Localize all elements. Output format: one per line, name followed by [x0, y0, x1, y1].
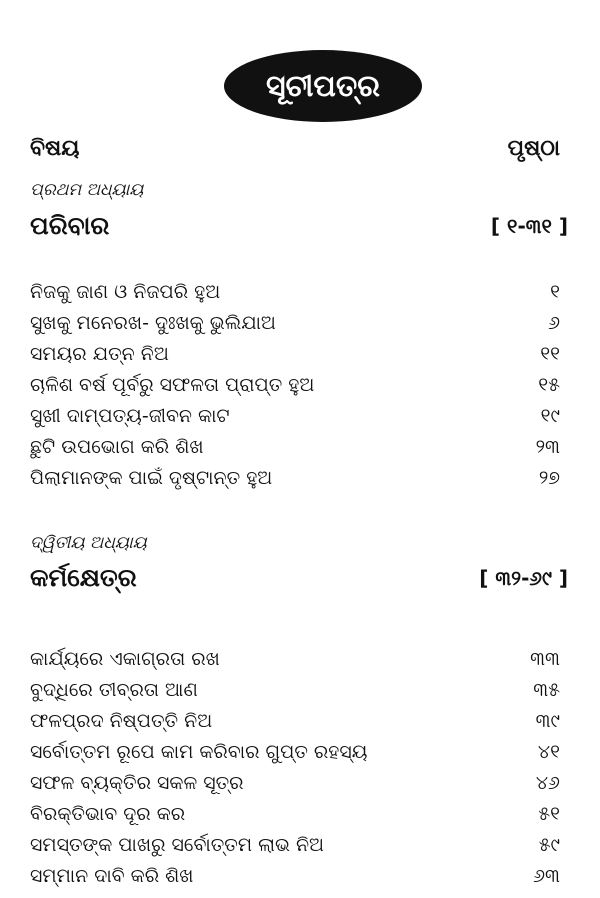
toc-entry-title: ବୁଦ୍ଧିରେ ତୀବ୍ରତା ଆଣ	[30, 679, 198, 701]
toc-entry[interactable]	[0, 343, 600, 373]
toc-entry[interactable]	[0, 772, 600, 802]
header-row	[0, 136, 600, 166]
toc-entry-title: ବିରକ୍ତିଭାବ ଦୂର କର	[30, 803, 186, 825]
toc-entry-page: ୨୩	[535, 436, 560, 458]
chapter-1-page-range: [ ୧-୩୧ ]	[490, 214, 568, 238]
toc-entry-page: ୪୧	[537, 741, 560, 763]
page-title-oval	[224, 50, 422, 122]
page-header: ପୃଷ୍ଠା	[507, 136, 560, 161]
toc-entry-title: ଚାଳିଶ ବର୍ଷ ପୂର୍ବରୁ ସଫଳତା ପ୍ରାପ୍ତ ହୁଅ	[30, 374, 315, 396]
toc-entry-page: ୨୭	[538, 467, 560, 489]
toc-entry-page: ୩୯	[535, 710, 560, 732]
chapter-2-label: ଦ୍ୱିତୀୟ ଅଧ୍ୟାୟ	[30, 533, 147, 553]
chapter-2-page-range: [ ୩୨-୬୯ ]	[479, 566, 568, 590]
toc-entry[interactable]	[0, 405, 600, 435]
page-title: ସୂଚୀପତ୍ର	[266, 68, 380, 104]
toc-entry-title: ସଫଳ ବ୍ୟକ୍ତିର ସକଳ ସୂତ୍ର	[30, 772, 244, 794]
toc-entry-page: ୧୫	[538, 374, 560, 396]
toc-entry[interactable]	[0, 679, 600, 709]
toc-entry-title: ସମ୍ମାନ ଦାବି କରି ଶିଖ	[30, 865, 194, 887]
toc-entry-page: ୬	[548, 312, 560, 334]
toc-entry[interactable]	[0, 834, 600, 864]
toc-entry-title: ଫଳପ୍ରଦ ନିଷ୍ପତ୍ତି ନିଅ	[30, 710, 213, 732]
chapter-1-label: ପ୍ରଥମ ଅଧ୍ୟାୟ	[30, 180, 144, 200]
toc-entry-title: ସୁଖୀ ଦାମ୍ପତ୍ୟ-ଜୀବନ କାଟ	[30, 405, 230, 427]
toc-entry[interactable]	[0, 865, 600, 895]
toc-entry-title: ସୁଖକୁ ମନେରଖ- ଦୁଃଖକୁ ଭୁଲିଯାଅ	[30, 312, 276, 334]
toc-entry-page: ୫୧	[538, 803, 560, 825]
toc-entry-title: ପିଲାମାନଙ୍କ ପାଇଁ ଦୃଷ୍ଟାନ୍ତ ହୁଅ	[30, 467, 273, 489]
toc-entry[interactable]	[0, 436, 600, 466]
chapter-2-title: କର୍ମକ୍ଷେତ୍ର	[30, 563, 137, 592]
toc-entry-page: ୫୯	[538, 834, 560, 856]
toc-entry-page: ୩୩	[530, 648, 560, 670]
toc-entry-page: ୬୩	[533, 865, 560, 887]
chapter-1-title: ପରିବାର	[30, 211, 110, 240]
toc-entry-page: ୧୧	[540, 343, 560, 365]
toc-entry-title: ସମୟର ଯତ୍ନ ନିଅ	[30, 343, 169, 365]
toc-entry-page: ୩୫	[533, 679, 560, 701]
subject-header: ବିଷୟ	[30, 136, 80, 161]
toc-entry[interactable]	[0, 312, 600, 342]
toc-entry[interactable]	[0, 710, 600, 740]
toc-entry[interactable]	[0, 374, 600, 404]
toc-entry[interactable]	[0, 803, 600, 833]
toc-entry-title: ଛୁଟି ଉପଭୋଗ କରି ଶିଖ	[30, 436, 204, 458]
toc-entry[interactable]	[0, 648, 600, 678]
toc-entry-page: ୪୬	[535, 772, 560, 794]
toc-entry-title: ସମସ୍ତଙ୍କ ପାଖରୁ ସର୍ବୋତ୍ତମ ଲାଭ ନିଅ	[30, 834, 325, 856]
toc-entry-page: ୧	[550, 281, 560, 303]
toc-entry-title: ନିଜକୁ ଜାଣ ଓ ନିଜପରି ହୁଅ	[30, 281, 221, 303]
toc-entry[interactable]	[0, 467, 600, 497]
toc-entry-page: ୧୯	[540, 405, 560, 427]
toc-entry-title: କାର୍ଯ୍ୟରେ ଏକାଗ୍ରତା ରଖ	[30, 648, 220, 670]
toc-entry[interactable]	[0, 741, 600, 771]
toc-entry[interactable]	[0, 281, 600, 311]
toc-entry-title: ସର୍ବୋତ୍ତମ ରୂପେ କାମ କରିବାର ଗୁପ୍ତ ରହସ୍ୟ	[30, 741, 368, 763]
